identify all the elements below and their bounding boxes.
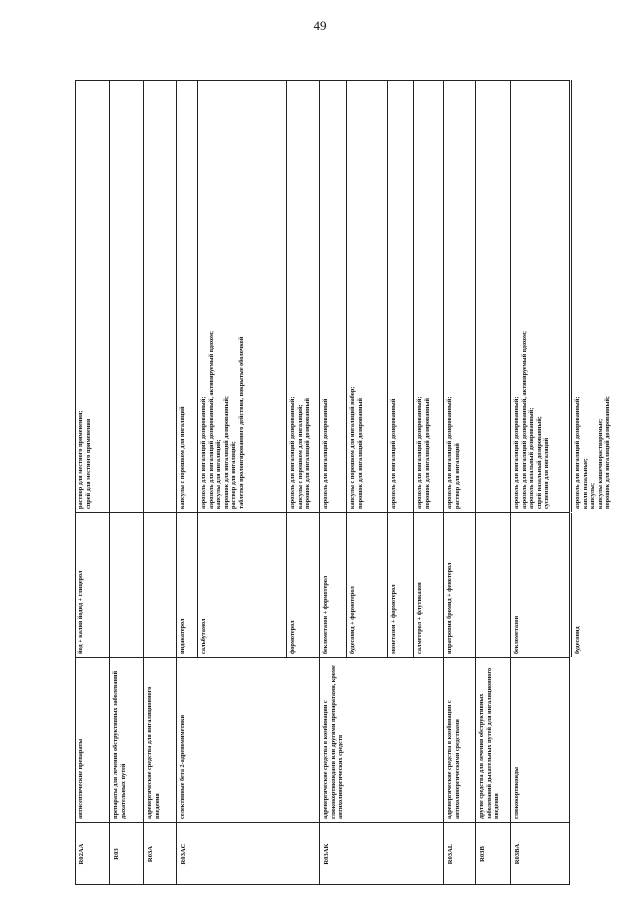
drug-column bbox=[510, 513, 581, 658]
dosage-form: раствор для ингаляций bbox=[453, 443, 461, 509]
dosage-form-column bbox=[109, 80, 143, 513]
dosage-form: капсулы для ингаляций; bbox=[215, 439, 223, 509]
dosage-form: порошок для ингаляций дозированный; bbox=[604, 396, 612, 509]
table-grid bbox=[75, 80, 612, 885]
atc-group-name: адренергические средства в комбинации с глюкокортикоидами или другими препаратами, кроме антихолинергических средств bbox=[319, 658, 443, 823]
dosage-form: аэрозоль для ингаляций дозированный, активируемый вдохом; bbox=[520, 330, 528, 509]
dosage-form-column bbox=[75, 80, 109, 513]
atc-code: R03 bbox=[109, 823, 143, 885]
atc-code: R03AL bbox=[443, 823, 475, 885]
atc-group-name: адренергические средства для ингаляционного введения bbox=[143, 658, 176, 823]
dosage-form: капсулы кишечнорастворимые; bbox=[596, 418, 604, 509]
dosage-form: спрей назальный дозированный; bbox=[535, 416, 543, 509]
drug-name: беклометазон bbox=[513, 615, 520, 654]
page-number: 49 bbox=[313, 18, 327, 33]
dosage-form: аэрозоль назальный дозированный; bbox=[528, 407, 536, 509]
drug-name: беклометазон + формотерол bbox=[322, 575, 329, 654]
drug-name: будесонид + формотерол bbox=[349, 586, 356, 654]
dosage-form: аэрозоль для ингаляций дозированный; bbox=[574, 396, 581, 509]
dosage-form-column bbox=[319, 80, 443, 513]
dosage-form-column bbox=[176, 80, 319, 513]
dosage-form: аэрозоль для ингаляций дозированный, активируемый вдохом; bbox=[207, 330, 215, 509]
drug-name: йод + калия йодид + глицерол bbox=[77, 570, 84, 654]
dosage-form: капли назальные; bbox=[581, 458, 589, 509]
drug-column bbox=[75, 513, 109, 658]
table-row bbox=[510, 80, 612, 885]
table-row bbox=[176, 80, 319, 885]
dosage-form: раствор для местного применения; bbox=[77, 410, 84, 509]
dosage-form-column bbox=[443, 80, 475, 513]
atc-code: R03B bbox=[475, 823, 510, 885]
dosage-form: капсулы с порошком для ингаляций; bbox=[296, 404, 304, 509]
table-row bbox=[75, 80, 109, 885]
dosage-form-column bbox=[475, 80, 510, 513]
dosage-form: капсулы с порошком для ингаляций набор; bbox=[349, 386, 356, 509]
dosage-form: спрей для местного применения bbox=[84, 418, 92, 509]
drug-column bbox=[475, 513, 510, 658]
dosage-form: раствор для ингаляций; bbox=[230, 441, 238, 509]
dosage-form: порошок для ингаляций дозированный bbox=[356, 398, 364, 509]
table-row bbox=[475, 80, 510, 885]
drug-name: ипратропия бромид + фенотерол bbox=[446, 562, 453, 654]
atc-group-name: антисептические препараты bbox=[75, 658, 109, 823]
atc-code: R03AC bbox=[176, 823, 319, 885]
rotated-table-viewport bbox=[75, 80, 612, 885]
dosage-form: капсулы; bbox=[589, 482, 597, 509]
dosage-form: аэрозоль для ингаляций дозированный; bbox=[200, 396, 207, 509]
dosage-form: порошок для ингаляций дозированный; bbox=[222, 396, 230, 509]
dosage-form: порошок для ингаляций дозированный bbox=[423, 398, 431, 509]
dosage-form: капсулы с порошком для ингаляций bbox=[179, 406, 186, 509]
dosage-form: аэрозоль для ингаляций дозированный; bbox=[416, 396, 423, 509]
drug-name: индакатерол bbox=[179, 618, 186, 654]
dosage-form-column bbox=[143, 80, 176, 513]
drug-name: сальбутамол bbox=[200, 618, 207, 654]
table-row bbox=[443, 80, 475, 885]
atc-group-name: адренергические средства в комбинации с антихолинергическими средствами bbox=[443, 658, 475, 823]
atc-code: R03BA bbox=[510, 823, 570, 885]
table-row bbox=[143, 80, 176, 885]
dosage-form: таблетки пролонгированного действия, покрытые оболочкой bbox=[237, 336, 245, 509]
atc-group-name: глюкокортикоиды bbox=[510, 658, 570, 823]
drug-name: мометазон + формотерол bbox=[390, 584, 397, 654]
atc-code: R02AA bbox=[78, 843, 85, 865]
dosage-form: аэрозоль для ингаляций дозированный; bbox=[289, 396, 296, 509]
dosage-form: аэрозоль для ингаляций дозированный bbox=[390, 398, 397, 509]
table-row bbox=[319, 80, 443, 885]
atc-group-name: селективные бета 2-адреномиметики bbox=[176, 658, 319, 823]
drug-column bbox=[109, 513, 143, 658]
dosage-form: аэрозоль для ингаляций дозированный; bbox=[446, 396, 453, 509]
dosage-form: аэрозоль для ингаляций дозированный; bbox=[513, 396, 520, 509]
drug-name: салметерол + флутиказон bbox=[416, 582, 423, 654]
drug-name: формотерол bbox=[289, 620, 296, 654]
atc-group-name: препараты для лечения обструктивных заболеваний дыхательных путей bbox=[109, 658, 143, 823]
drug-column bbox=[443, 513, 475, 658]
drug-column bbox=[176, 513, 319, 658]
atc-code: R03A bbox=[143, 823, 176, 885]
dosage-form: суспензия для ингаляций bbox=[543, 437, 551, 509]
dosage-form-column bbox=[510, 80, 612, 513]
drug-table bbox=[75, 80, 612, 885]
atc-group-name: другие средства для лечения обструктивных заболеваний дыхательных путей для ингаляционного введения bbox=[475, 658, 510, 823]
dosage-form: аэрозоль для ингаляций дозированный bbox=[322, 398, 329, 509]
drug-name: будесонид bbox=[574, 626, 581, 654]
dosage-form: порошок для ингаляций дозированный bbox=[304, 398, 312, 509]
drug-column bbox=[143, 513, 176, 658]
drug-column bbox=[319, 513, 443, 658]
table-row bbox=[109, 80, 143, 885]
atc-code: R03AK bbox=[319, 823, 443, 885]
